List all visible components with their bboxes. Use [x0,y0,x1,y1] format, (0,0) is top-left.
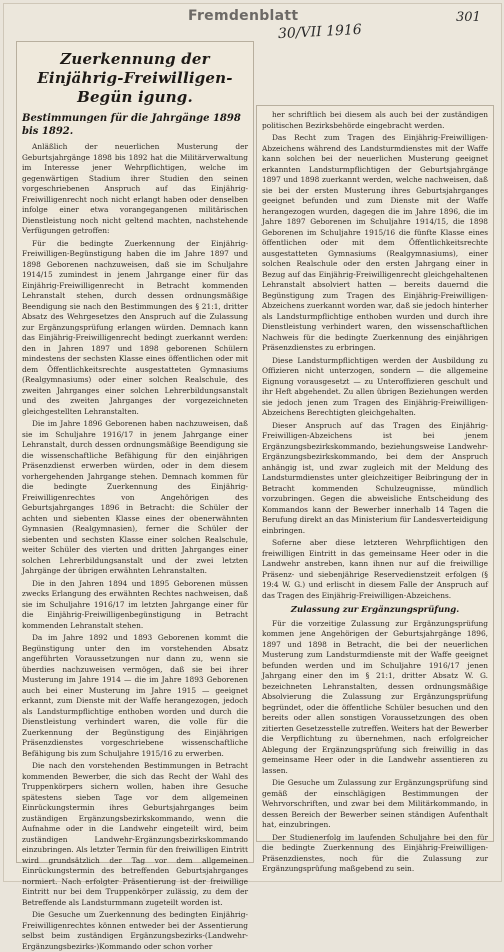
article-paragraph: Da im Jahre 1892 und 1893 Geborenen kommt die Begünstigung unter den im vorstehenden Absatz angeführten Voraussetzungen nur dann zu, wenn sie überdies nachzuweisen vermögen, daß sie bei ihrer Musterung im Jahre 1914 — die im Jahre 1893 Geborenen auch bei einer Musterung im Jahre 1915 — geeignet erkannt, zum Dienste mit der Waffe herangezogen, jedoch als Landsturmpflichtige enthoben worden und durch die Dienstleistung verhindert waren, die volle für die Zuerkennung der Begünstigung des Einjährigen Präsenzdienstes vorgeschriebene wissenschaftliche Befähigung bis zum Schuljahre 1915/16 zu erwerben. [22,633,248,758]
article-paragraph: Das Recht zum Tragen des Einjährig-Freiwilligen-Abzeichens während des Landsturmdienstes mit der Waffe kann solchen bei der neuerlichen Musterung geeignet erkannten Landsturmpflichtigen der Geburtsjahrgänge 1897 und 1898 zuerkannt werden, welche nachweisen, daß sie bei der ersten Musterung ihres Geburtsjahrganges geeignet befunden und zum Dienste mit der Waffe herangezogen wurden, dagegen die im Jahre 1896, die im Jahre 1897 Geborenen im Schuljahre 1914/15, die 1898 Geborenen im Schuljahre 1915/16 die fünfte Klasse eines öffentlichen oder mit dem Öffentlichkeitsrechte ausgestatteten Gymnasiums (Realgymnasiums), einer solchen Realschule oder den ersten Jahrgang einer in Bezug auf das Einjährig-Freiwilligenrecht gleichgehaltenen Lehranstalt absolviert hatten — bereits dauernd die Begünstigung zum Tragen des Einjährig-Freiwilligen-Abzeichens zuerkannt worden war, daß sie jedoch hinterher als Landsturmpflichtige enthoben wurden und durch ihre Dienstleistung verhindert waren, den wissenschaftlichen Nachweis für die bedingte Zuerkennung des einjährigen Präsenzdienstes zu erbringen. [262,133,488,352]
article-paragraph: Dieser Anspruch auf das Tragen des Einjährig-Freiwilligen-Abzeichens ist bei jenem Ergänzungsbezirkskommando, beziehungsweise Landwehr-Ergänzungsbezirkskommando, bei dem der Anspruch anhängig ist, und zwar zugleich mit der Meldung des Landsturmdienstes unter gleichzeitiger Beibringung der in Betracht kommenden Schulzeugnisse, mündlich vorzubringen. Gegen die abweisliche Entscheidung des Kommandos kann der Bewerber innerhalb 14 Tagen die Berufung direkt an das Ministerium für Landesverteidigung einbringen. [262,420,488,535]
article-paragraph: Die im Jahre 1896 Geborenen haben nachzuweisen, daß sie im Schuljahre 1916/17 in jenem Jahrgange einer Lehranstalt, durch dessen ordnungsmäßige Beendigung sie die wissenschaftliche Befähigung für den einjährigen Präsenzdienst erwerben würden, oder in dem diesem vorhergehenden Jahrgange stehen. Demnach kommen für die bedingte Zuerkennung des Einjährig-Freiwilligenrechtes von Angehörigen des Geburtsjahrganges 1896 in Betracht: die Schüler der achten und siebenten Klasse eines der obenerwähnten Gymnasien (Realgymnasien), ferner die Schüler der siebenten und sechsten Klasse einer solchen Realschule, weiter Schüler des vierten und dritten Jahrganges einer solchen Lehrerbildungsanstalt und der zwei letzten Jahrgänge der übrigen erwähnten Lehranstalten. [22,419,248,575]
article-paragraph: her schriftlich bei diesem als auch bei der zuständigen politischen Bezirksbehörde eingebracht werden. [262,110,488,130]
article-column-right [262,110,488,873]
article-paragraph: Diese Landsturmpflichtigen werden der Ausbildung zu Offizieren nicht unterzogen, sondern — die allgemeine Eignung vorausgesetzt — zu Unteroffizieren geschult und ihr Heft abgehendet. Zu allen übrigen Beziehungen werden sie jedoch jenen zum Tragen des Einjährig-Freiwilligen-Abzeichens Berechtigten gleichgehalten. [262,355,488,417]
newspaper-stamp: Fremdenblatt [188,8,299,24]
article-paragraph: Die in den Jahren 1894 und 1895 Geborenen müssen zwecks Erlangung des erwähnten Rechtes nachweisen, daß sie im Schuljahre 1916/17 im letzten Jahrgange einer für die Einjährig-Freiwilligenbegünstigung in Betracht kommenden Lehranstalt stehen. [22,578,248,630]
handwritten-date: 30/VII 1916 [277,21,363,43]
section-heading: Zulassung zur Ergänzungsprüfung. [290,605,460,615]
handwritten-page-number: 301 [456,10,481,25]
article-paragraph: Anläßlich der neuerlichen Musterung der Geburtsjahrgänge 1898 bis 1892 hat die Militärverwaltung im Interesse jener Wehrpflichtigen, welche im gegenwärtigen Stadium ihrer Studien den seinen vorgeschriebenen Anspruch auf das Einjährig-Freiwilligenrecht noch nicht erlangt haben oder denselben infolge einer etwa vorangegangenen militärischen Dienstleistung noch nicht geltend machten, nachstehende Verfügungen getroffen: [22,142,248,235]
article-paragraph: Der Studienerfolg im laufenden Schuljahre bei den für die bedingte Zuerkennung des Einjährig-Freiwilligen-Präsenzdienstes, noch für die Zulassung zur Ergänzungsprüfung maßgebend zu sein. [262,832,488,873]
article-headline: Zuerkennung der Einjährig-Freiwilligen-Begün igung. [37,50,233,106]
article-paragraph: Soferne aber diese letzteren Wehrpflichtigen den freiwilligen Eintritt in das gemeinsame Heer oder in die Landwehr anstreben, kann ihnen nur auf die freiwillige Präsenz- und siebenjährige Reservedienstzeit erfolgen (§ 19:4 W. G.) und erlischt in diesem Falle der Anspruch auf das Tragen des Einjährig-Freiwilligen-Abzeichens. [262,538,488,600]
article-column-left [22,48,248,951]
article-paragraph: Für die bedingte Zuerkennung der Einjährig-Freiwilligen-Begünstigung haben die im Jahre 1897 und 1898 Geborenen nachzuweisen, daß sie im Schuljahre 1914/15 zumindest in jenem Jahrgange einer für das Einjährig-Freiwilligenrecht in Betracht kommenden Lehranstalt stehen, durch dessen ordnungsmäßige Beendigung sie nach den Bestimmungen des § 21:1, dritter Absatz des Wehrgesetzes den Anspruch auf die Zulassung zur Ergänzungsprüfung erlangen würden. Demnach kann das Einjährig-Freiwilligenrecht bedingt zuerkannt werden: den in Jahren 1897 und 1898 geborenen Schülern mindestens der sechsten Klasse eines öffentlichen oder mit dem Öffentlichkeitsrechte ausgestatteten Gymnasiums (Realgymnasiums) oder einer solchen Realschule, des zweiten Jahrganges einer solchen Lehrerbildungsanstalt und des zweiten Jahrganges der vorgezeichneten gleichgestellten Lehranstalten. [22,238,248,416]
article-paragraph: Die Gesuche um Zulassung zur Ergänzungsprüfung sind gemäß der einschlägigen Bestimmungen der Wehrvorschriften, und zwar bei dem Militärkommando, in dessen Bereich der Bewerber seinen ständigen Aufenthalt hat, einzubringen. [262,778,488,829]
article-paragraph: Die Gesuche um Zuerkennung des bedingten Einjährig-Freiwilligenrechtes können entweder bei der Assentierung selbst beim zuständigen Ergänzungsbezirks-(Landwehr-Ergänzungsbezirks-)Kommando oder schon vorher [22,910,248,951]
article-paragraph: Für die vorzeitige Zulassung zur Ergänzungsprüfung kommen jene Angehörigen der Geburtsjahrgänge 1896, 1897 und 1898 in Betracht, die bei der neuerlichen Musterung zum Landsturmdienste mit der Waffe geeignet befunden werden und im Schuljahre 1916/17 jenen Jahrgang einer den im § 21:1, dritter Absatz W. G. bezeichneten Lehranstalten, dessen ordnungsmäßige Absolvierung die Zulassung zur Ergänzungsprüfung begründet, oder die öffentliche Schüler besuchen und den bereits oder allen sonstigen Voraussetzungen des oben zitierten Gesetzesstelle zutreffen. Weiters hat der Bewerber die Verpflichtung zu übernehmen, nach erfolgreicher Ablegung der Ergänzungsprüfung sich freiwillig in das gemeinsame Heer oder in die Landwehr assentieren zu lassen. [262,618,488,775]
article-paragraph: Die nach den vorstehenden Bestimmungen in Betracht kommenden Bewerber, die sich das Recht der Wahl des Truppenkörpers sichern wollen, haben ihre Gesuche spätestens sieben Tage vor dem allgemeinen Einrückungstermin ihres Geburtsjahrganges beim zuständigen Ergänzungsbezirkskommando, wenn die Aufnahme oder in die Landwehr eingeteilt wird, beim zuständigen Landwehr-Ergänzungsbezirkskommando einzubringen. Als letzter Termin für den freiwilligen Eintritt wird grundsätzlich der Tag vor dem allgemeinen Einrückungstermin des betreffenden Geburtsjahrganges normiert. Nach erfolgter Präsentierung ist der freiwillige Eintritt nur bei dem Truppenkörper zulässig, zu dem der Betreffende als Landsturmmann zugeteilt worden ist. [22,761,248,907]
article-subheadline: Bestimmungen für die Jahrgänge 1898 bis 1892. [22,113,241,137]
